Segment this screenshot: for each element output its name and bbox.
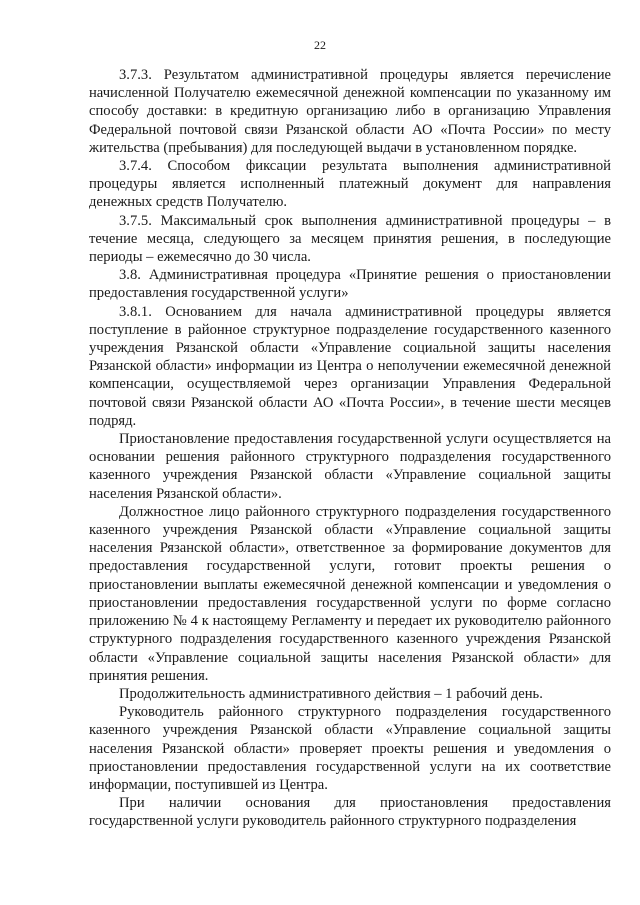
paragraph-3-7-3: 3.7.3. Результатом административной процедуры является перечисление начисленной Получателю ежемесячной денежной компенсации по указанному им способу доставки: в кредитную организацию либо в организацию Управления Федеральной почтовой связи Рязанской области АО «Почта России» по месту жительства (пребывания) для последующей выдачи в установленном порядке. — [89, 67, 611, 156]
paragraph-3-7-4: 3.7.4. Способом фиксации результата выполнения административной процедуры является исполненный платежный документ для направления денежных средств Получателю. — [89, 158, 611, 211]
document-body — [89, 66, 611, 831]
paragraph-head-review: Руководитель районного структурного подразделения государственного казенного учреждения Рязанской области «Управление социальной защиты населения Рязанской области» проверяет проекты решения и уведомления о приостановлении предоставления государственной услуги на их соответствие информации, поступившей из Центра. — [89, 704, 611, 793]
paragraph-grounds: При наличии основания для приостановления предоставления государственной услуги руководитель районного структурного подразделения — [89, 795, 611, 830]
paragraph-action-duration: Продолжительность административного действия – 1 рабочий день. — [119, 685, 543, 702]
paragraph-official-duties: Должностное лицо районного структурного подразделения государственного казенного учреждения Рязанской области «Управление социальной защиты населения Рязанской области», ответственное за формирование документов для предоставления государственной услуги, готовит проекты решения о приостановлении выплаты ежемесячной денежной компенсации и уведомления о приостановлении предоставления государственной услуги по форме согласно приложению № 4 к настоящему Регламенту и передает их руководителю районного структурного подразделения государственного казенного учреждения Рязанской области «Управление социальной защиты населения Рязанской области» для принятия решения. — [89, 503, 611, 684]
page-number: 22 — [314, 38, 326, 52]
paragraph-3-7-5: 3.7.5. Максимальный срок выполнения административной процедуры – в течение месяца, следующего за месяцем принятия решения, в последующие периоды – ежемесячно до 30 числа. — [89, 212, 611, 266]
paragraph-3-8-1: 3.8.1. Основанием для начала административной процедуры является поступление в районное структурное подразделение государственного казенного учреждения Рязанской области «Управление социальной защиты населения Рязанской области» информации из Центра о неполучении ежемесячной денежной компенсации, осуществляемой через организации Управления Федеральной почтовой связи Рязанской области АО «Почта России», в течение шести месяцев подряд. — [89, 303, 611, 429]
section-heading-3-8: 3.8. Административная процедура «Принятие решения о приостановлении предоставления государственной услуги» — [89, 267, 611, 302]
paragraph-suspension-basis: Приостановление предоставления государственной услуги осуществляется на основании решения районного структурного подразделения государственного казенного учреждения Рязанской области «Управление социальной защиты населения Рязанской области». — [89, 431, 611, 502]
